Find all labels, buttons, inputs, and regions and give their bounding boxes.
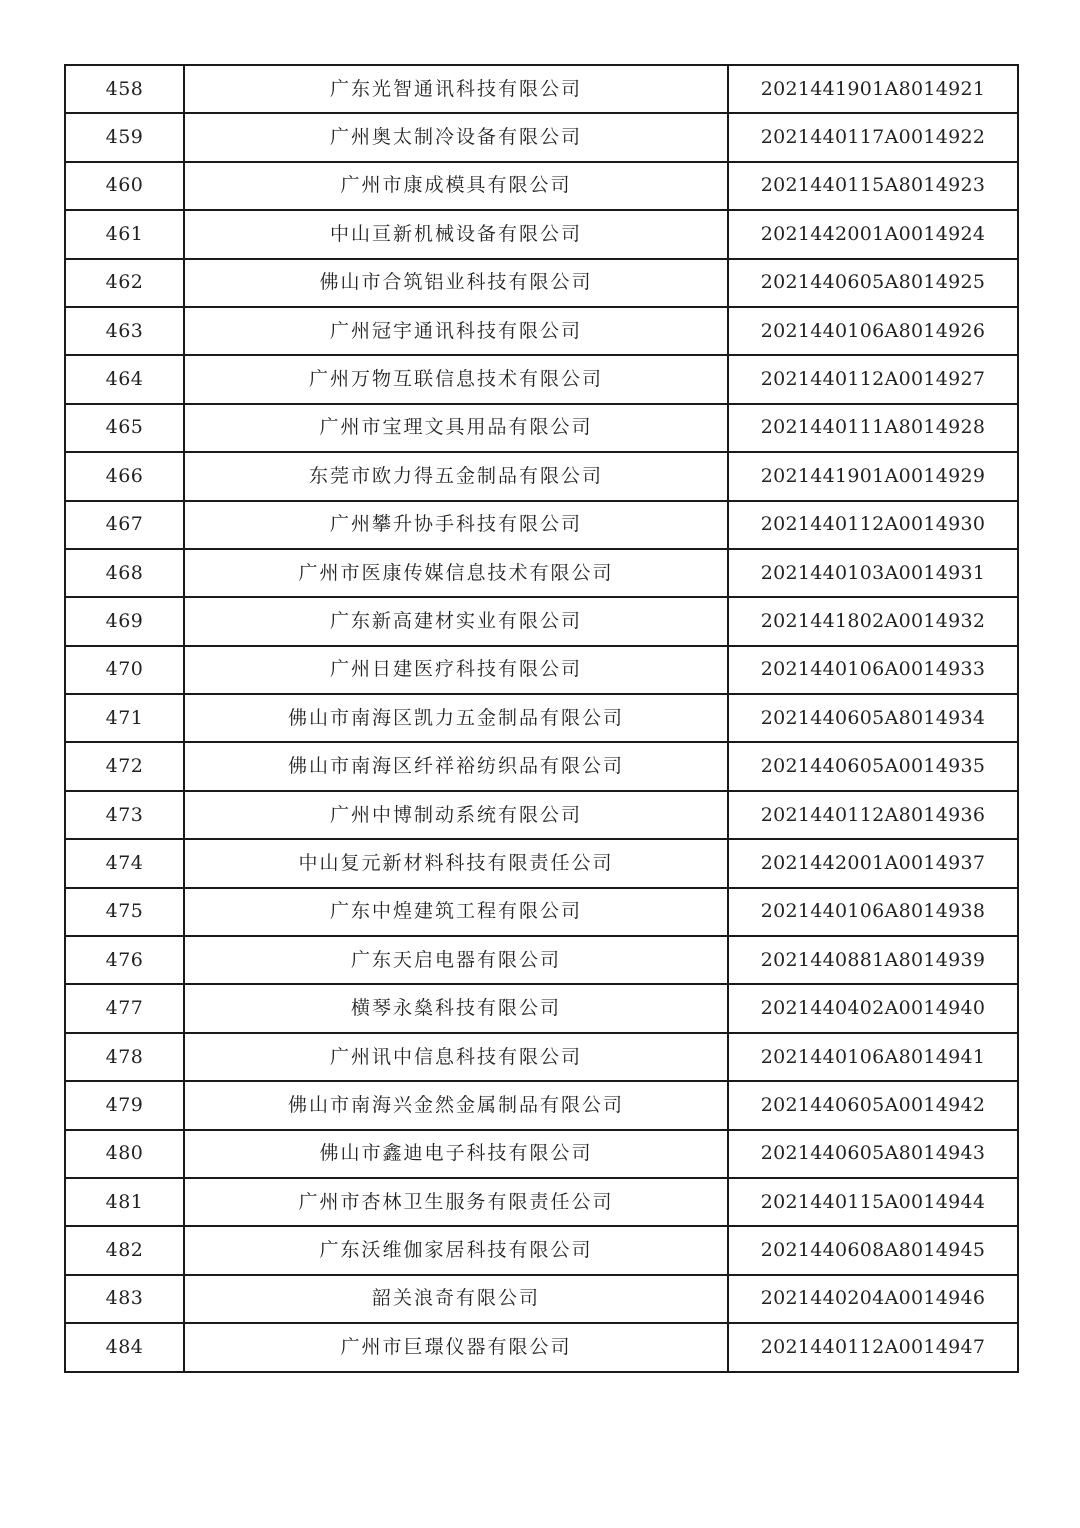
- row-number: 476: [65, 936, 184, 984]
- table-row: [65, 742, 1018, 790]
- row-number: 468: [65, 549, 184, 597]
- company-name: 广州讯中信息科技有限公司: [184, 1033, 728, 1081]
- registration-code: 2021442001A0014924: [728, 210, 1018, 258]
- row-number: 460: [65, 162, 184, 210]
- registration-code: 2021440605A0014935: [728, 742, 1018, 790]
- registration-code: 2021440605A8014934: [728, 694, 1018, 742]
- company-name: 佛山市合筑铝业科技有限公司: [184, 259, 728, 307]
- row-number: 480: [65, 1130, 184, 1178]
- registration-code: 2021442001A0014937: [728, 839, 1018, 887]
- company-name: 东莞市欧力得五金制品有限公司: [184, 452, 728, 500]
- row-number: 462: [65, 259, 184, 307]
- registration-code: 2021440115A0014944: [728, 1178, 1018, 1226]
- registration-code: 2021440112A8014936: [728, 791, 1018, 839]
- table-row: [65, 597, 1018, 645]
- table-row: [65, 694, 1018, 742]
- table-row: [65, 404, 1018, 452]
- row-number: 464: [65, 355, 184, 403]
- company-registry-table: [64, 64, 1019, 1373]
- table-row: [65, 65, 1018, 113]
- registration-code: 2021440881A8014939: [728, 936, 1018, 984]
- row-number: 483: [65, 1275, 184, 1323]
- row-number: 466: [65, 452, 184, 500]
- registration-code: 2021441901A8014921: [728, 65, 1018, 113]
- table-row: [65, 1178, 1018, 1226]
- table-row: [65, 646, 1018, 694]
- registration-code: 2021440402A0014940: [728, 984, 1018, 1032]
- row-number: 458: [65, 65, 184, 113]
- registration-code: 2021440605A0014942: [728, 1081, 1018, 1129]
- row-number: 469: [65, 597, 184, 645]
- row-number: 467: [65, 501, 184, 549]
- row-number: 463: [65, 307, 184, 355]
- registration-code: 2021440115A8014923: [728, 162, 1018, 210]
- registration-code: 2021440106A8014926: [728, 307, 1018, 355]
- row-number: 470: [65, 646, 184, 694]
- table-row: [65, 210, 1018, 258]
- company-name: 广州日建医疗科技有限公司: [184, 646, 728, 694]
- registration-code: 2021440112A0014927: [728, 355, 1018, 403]
- registration-code: 2021440608A8014945: [728, 1226, 1018, 1274]
- company-name: 中山亘新机械设备有限公司: [184, 210, 728, 258]
- row-number: 473: [65, 791, 184, 839]
- registration-code: 2021440111A8014928: [728, 404, 1018, 452]
- table-row: [65, 259, 1018, 307]
- registration-code: 2021440106A0014933: [728, 646, 1018, 694]
- company-name: 韶关浪奇有限公司: [184, 1275, 728, 1323]
- company-name: 广州市巨璟仪器有限公司: [184, 1323, 728, 1371]
- row-number: 479: [65, 1081, 184, 1129]
- company-name: 广州奥太制冷设备有限公司: [184, 113, 728, 161]
- row-number: 475: [65, 888, 184, 936]
- company-name: 广东中煌建筑工程有限公司: [184, 888, 728, 936]
- table-row: [65, 1081, 1018, 1129]
- table-row: [65, 936, 1018, 984]
- company-name: 广东天启电器有限公司: [184, 936, 728, 984]
- table-row: [65, 1323, 1018, 1371]
- row-number: 478: [65, 1033, 184, 1081]
- table-row: [65, 452, 1018, 500]
- row-number: 472: [65, 742, 184, 790]
- table-row: [65, 791, 1018, 839]
- table-row: [65, 1130, 1018, 1178]
- table-row: [65, 1033, 1018, 1081]
- company-name: 广州市康成模具有限公司: [184, 162, 728, 210]
- company-name: 广东新高建材实业有限公司: [184, 597, 728, 645]
- row-number: 481: [65, 1178, 184, 1226]
- row-number: 461: [65, 210, 184, 258]
- row-number: 474: [65, 839, 184, 887]
- company-name: 佛山市鑫迪电子科技有限公司: [184, 1130, 728, 1178]
- registration-code: 2021440605A8014925: [728, 259, 1018, 307]
- table-row: [65, 549, 1018, 597]
- registration-code: 2021440204A0014946: [728, 1275, 1018, 1323]
- table-row: [65, 839, 1018, 887]
- row-number: 465: [65, 404, 184, 452]
- company-name: 广东光智通讯科技有限公司: [184, 65, 728, 113]
- table-row: [65, 113, 1018, 161]
- company-name: 广州市宝理文具用品有限公司: [184, 404, 728, 452]
- company-name: 广州市医康传媒信息技术有限公司: [184, 549, 728, 597]
- registration-code: 2021440117A0014922: [728, 113, 1018, 161]
- table-row: [65, 307, 1018, 355]
- company-name: 横琴永燊科技有限公司: [184, 984, 728, 1032]
- company-name: 广州中博制动系统有限公司: [184, 791, 728, 839]
- table-row: [65, 355, 1018, 403]
- company-name: 广州市杏林卫生服务有限责任公司: [184, 1178, 728, 1226]
- company-name: 广州冠宇通讯科技有限公司: [184, 307, 728, 355]
- row-number: 482: [65, 1226, 184, 1274]
- registration-code: 2021440605A8014943: [728, 1130, 1018, 1178]
- registry-table-body: [65, 65, 1018, 1372]
- registration-code: 2021441901A0014929: [728, 452, 1018, 500]
- company-name: 佛山市南海区纤祥裕纺织品有限公司: [184, 742, 728, 790]
- registration-code: 2021440103A0014931: [728, 549, 1018, 597]
- registration-code: 2021440112A0014930: [728, 501, 1018, 549]
- registration-code: 2021440106A8014941: [728, 1033, 1018, 1081]
- row-number: 484: [65, 1323, 184, 1371]
- row-number: 459: [65, 113, 184, 161]
- company-name: 佛山市南海区凯力五金制品有限公司: [184, 694, 728, 742]
- table-row: [65, 1275, 1018, 1323]
- registration-code: 2021440106A8014938: [728, 888, 1018, 936]
- registration-code: 2021440112A0014947: [728, 1323, 1018, 1371]
- company-name: 广州万物互联信息技术有限公司: [184, 355, 728, 403]
- company-name: 中山复元新材料科技有限责任公司: [184, 839, 728, 887]
- row-number: 477: [65, 984, 184, 1032]
- table-row: [65, 501, 1018, 549]
- company-name: 广州攀升协手科技有限公司: [184, 501, 728, 549]
- registration-code: 2021441802A0014932: [728, 597, 1018, 645]
- company-name: 广东沃维伽家居科技有限公司: [184, 1226, 728, 1274]
- company-name: 佛山市南海兴金然金属制品有限公司: [184, 1081, 728, 1129]
- table-row: [65, 888, 1018, 936]
- table-row: [65, 162, 1018, 210]
- table-row: [65, 984, 1018, 1032]
- row-number: 471: [65, 694, 184, 742]
- table-row: [65, 1226, 1018, 1274]
